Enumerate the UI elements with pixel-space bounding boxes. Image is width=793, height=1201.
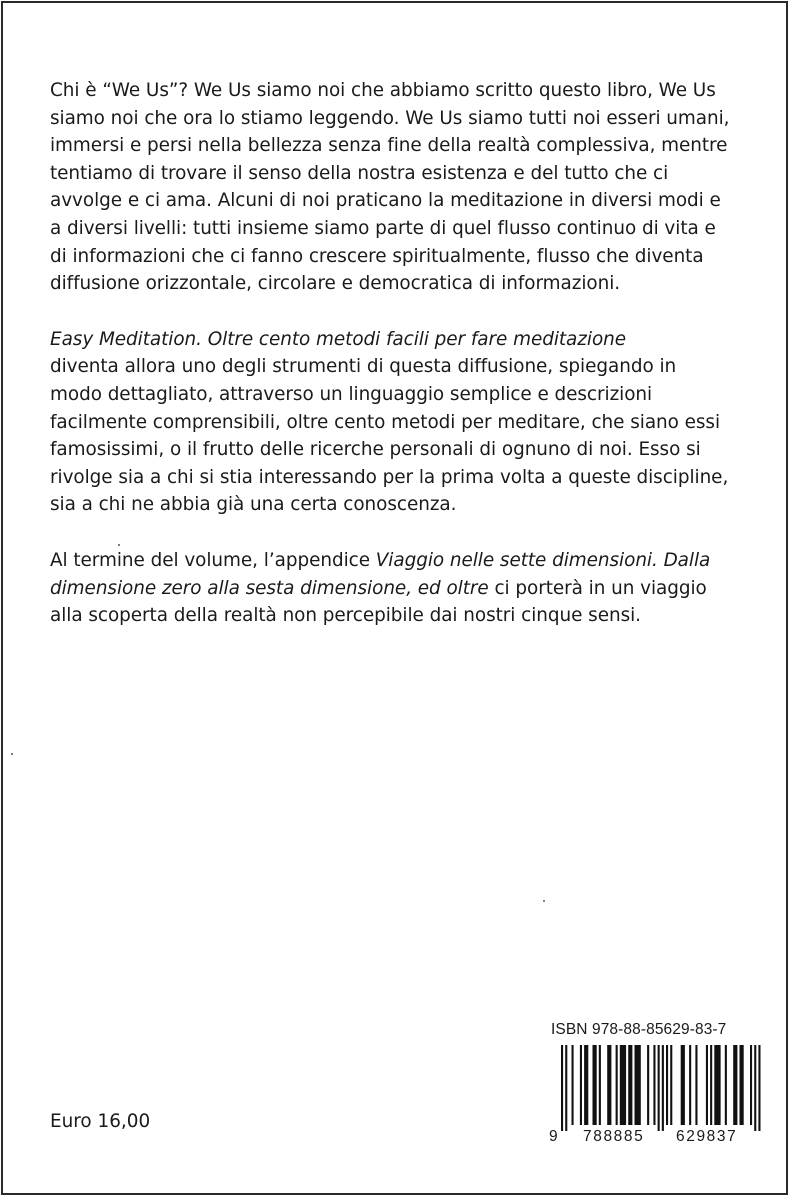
appendix-title-italic: Viaggio nelle sette dimensioni. Dalla dimensione zero alla sesta dimensione, ed oltre (50, 549, 711, 599)
barcode-bar (695, 1045, 697, 1125)
barcode-bar (647, 1045, 649, 1125)
barcode-image (551, 1045, 766, 1133)
print-speck (543, 900, 545, 902)
barcode-bar (561, 1045, 563, 1131)
barcode-lead-digit: 9 (549, 1128, 558, 1145)
paragraph-description (50, 326, 730, 519)
barcode-bar (662, 1045, 664, 1131)
barcode-bar (733, 1045, 737, 1125)
barcode-digit-group-right: 629837 (676, 1128, 738, 1145)
book-title-italic: Easy Meditation. Oltre cento metodi facili per fare meditazione (50, 328, 627, 350)
blurb-text (50, 77, 730, 630)
barcode-bar (635, 1045, 641, 1125)
barcode-bar (580, 1045, 582, 1125)
paragraph-appendix (50, 547, 730, 630)
barcode-bar (689, 1045, 691, 1125)
barcode-bar (607, 1045, 611, 1125)
barcode-bar (681, 1045, 685, 1125)
print-speck (11, 753, 13, 755)
barcode-bar (599, 1045, 601, 1125)
isbn-barcode-block (549, 1021, 766, 1145)
barcode-digit-group-left: 788885 (583, 1128, 645, 1145)
description-body: diventa allora uno degli strumenti di questa diffusione, spiegando in modo dettagliato, attraverso un linguaggio semplice e descrizioni facilmente comprensibili, oltre cento metodi per meditare, che siano essi famosissimi, o il frutto delle ricerche personali di ognuno di noi. Esso si rivolge sia a chi si stia interessando per la prima volta a queste discipline, sia a chi ne abbia già una certa conoscenza. (50, 356, 729, 516)
barcode-bar (653, 1045, 655, 1125)
barcode-bar (584, 1045, 588, 1125)
barcode-bar (572, 1045, 574, 1125)
barcode-bar (658, 1045, 660, 1131)
barcode-bar (758, 1045, 760, 1131)
barcode-bar (710, 1045, 712, 1125)
barcode-bar (628, 1045, 632, 1125)
barcode-bar (620, 1045, 626, 1125)
book-back-cover (1, 1, 788, 1195)
print-speck (118, 544, 120, 546)
barcode-bar (740, 1045, 744, 1125)
barcode-bar (670, 1045, 672, 1125)
paragraph-intro: Chi è “We Us”? We Us siamo noi che abbiamo scritto questo libro, We Us siamo noi che ora lo stiamo leggendo. We Us siamo tutti noi esseri umani, immersi e persi nella bellezza senza fine della realtà complessiva, mentre tentiamo di trovare il senso della nostra esistenza e del tutto che ci avvolge e ci ama. Alcuni di noi praticano la meditazione in diversi modi e a diversi livelli: tutti insieme siamo parte di quel flusso continuo di vita e di informazioni che ci fanno crescere spiritualmente, flusso che diventa diffusione orizzontale, circolare e democratica di informazioni. (50, 80, 730, 295)
appendix-body: ci porterà in un viaggio alla scoperta della realtà non percepibile dai nostri cinque sensi. (50, 577, 707, 627)
barcode-bar (565, 1045, 567, 1131)
barcode-bar (725, 1045, 727, 1125)
barcode-bar (666, 1045, 668, 1125)
barcode-bar (616, 1045, 618, 1125)
barcode-bar (750, 1045, 752, 1125)
price-label: Euro 16,00 (50, 1111, 151, 1132)
barcode-bar (593, 1045, 597, 1125)
appendix-intro: Al termine del volume, l’appendice (50, 549, 376, 571)
barcode-bar (714, 1045, 720, 1125)
isbn-label: ISBN 978-88-85629-83-7 (551, 1021, 727, 1038)
barcode-bar (706, 1045, 708, 1125)
barcode-bar (754, 1045, 756, 1131)
